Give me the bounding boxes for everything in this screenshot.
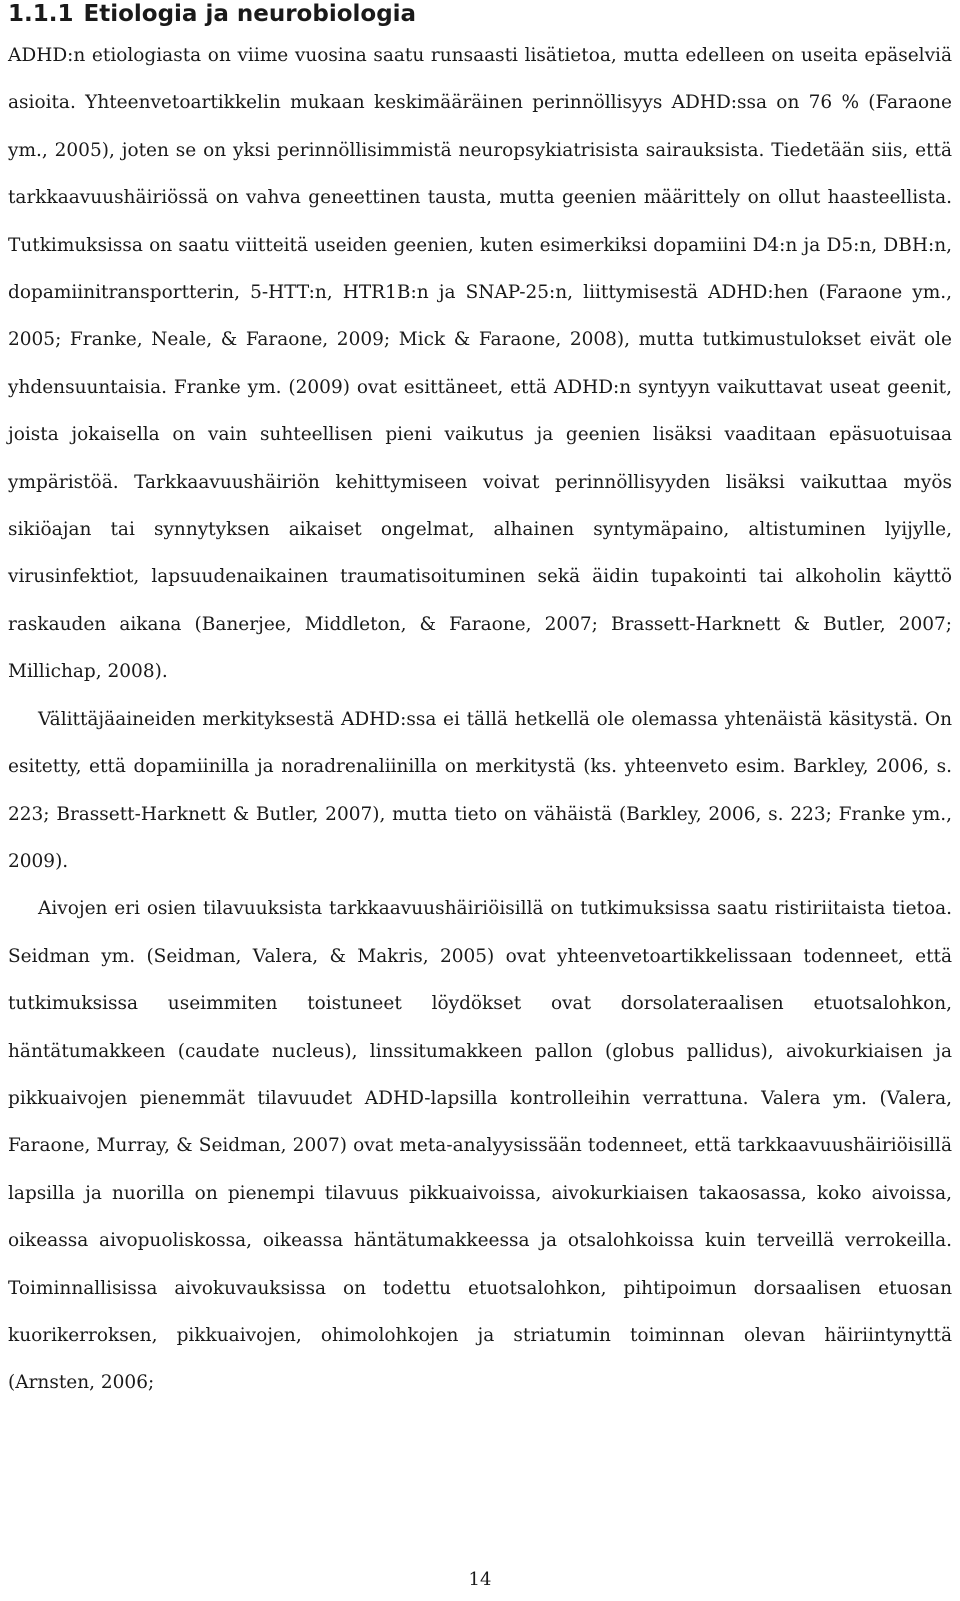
section-number: 1.1.1 xyxy=(8,1,74,27)
page-number: 14 xyxy=(468,1569,492,1590)
section-heading xyxy=(8,0,416,28)
section-title: Etiologia ja neurobiologia xyxy=(83,1,417,27)
paragraph-brain-volumes: Aivojen eri osien tilavuuksista tarkkaavuushäiriöisillä on tutkimuksissa saatu ristiriitaista tietoa. Seidman ym. (Seidman, Valera, & Makris, 2005) ovat yhteenvetoartikkelissaan todenneet, että tutkimuksissa useimmiten toistuneet löydökset ovat dorsolateraalisen etuotsalohkon, häntätumakkeen (caudate nucleus), linssitumakkeen pallon (globus pallidus), aivokurkiaisen ja pikkuaivojen pienemmät tilavuudet ADHD-lapsilla kontrolleihin verrattuna. Valera ym. (Valera, Faraone, Murray, & Seidman, 2007) ovat meta-analyysissään todenneet, että tarkkaavuushäiriöisillä lapsilla ja nuorilla on pienempi tilavuus pikkuaivoissa, aivokurkiaisen takaosassa, koko aivoissa, oikeassa aivopuoliskossa, oikeassa häntätumakkeessa ja otsalohkoissa kuin terveillä verrokeilla. Toiminnallisissa aivokuvauksissa on todettu etuotsalohkon, pihtipoimun dorsaalisen etuosan kuorikerroksen, pikkuaivojen, ohimolohkojen ja striatumin toiminnan olevan häiriintynyttä (Arnsten, 2006; xyxy=(8,898,952,1394)
document-page xyxy=(8,0,952,1601)
paragraph-etiology: ADHD:n etiologiasta on viime vuosina saatu runsaasti lisätietoa, mutta edelleen on useita epäselviä asioita. Yhteenvetoartikkelin mukaan keskimääräinen perinnöllisyys ADHD:ssa on 76 % (Faraone ym., 2005), joten se on yksi perinnöllisimmistä neuropsykiatrisista sairauksista. Tiedetään siis, että tarkkaavuushäiriössä on vahva geneettinen tausta, mutta geenien määrittely on ollut haasteellista. Tutkimuksissa on saatu viitteitä useiden geenien, kuten esimerkiksi dopamiini D4:n ja D5:n, DBH:n, dopamiinitransportterin, 5-HTT:n, HTR1B:n ja SNAP-25:n, liittymisestä ADHD:hen (Faraone ym., 2005; Franke, Neale, & Faraone, 2009; Mick & Faraone, 2008), mutta tutkimustulokset eivät ole yhdensuuntaisia. Franke ym. (2009) ovat esittäneet, että ADHD:n syntyyn vaikuttavat useat geenit, joista jokaisella on vain suhteellisen pieni vaikutus ja geenien lisäksi vaaditaan epäsuotuisaa ympäristöä. Tarkkaavuushäiriön kehittymiseen voivat perinnöllisyyden lisäksi vaikuttaa myös sikiöajan tai synnytyksen aikaiset ongelmat, alhainen syntymäpaino, altistuminen lyijylle, virusinfektiot, lapsuudenaikainen traumatisoituminen sekä äidin tupakointi tai alkoholin käyttö raskauden aikana (Banerjee, Middleton, & Faraone, 2007; Brassett-Harknett & Butler, 2007; Millichap, 2008). xyxy=(8,45,952,683)
paragraph-neurotransmitters: Välittäjäaineiden merkityksestä ADHD:ssa ei tällä hetkellä ole olemassa yhtenäistä käsitystä. On esitetty, että dopamiinilla ja noradrenaliinilla on merkitystä (ks. yhteenveto esim. Barkley, 2006, s. 223; Brassett-Harknett & Butler, 2007), mutta tieto on vähäistä (Barkley, 2006, s. 223; Franke ym., 2009). xyxy=(8,708,952,872)
body-text xyxy=(8,32,952,1407)
